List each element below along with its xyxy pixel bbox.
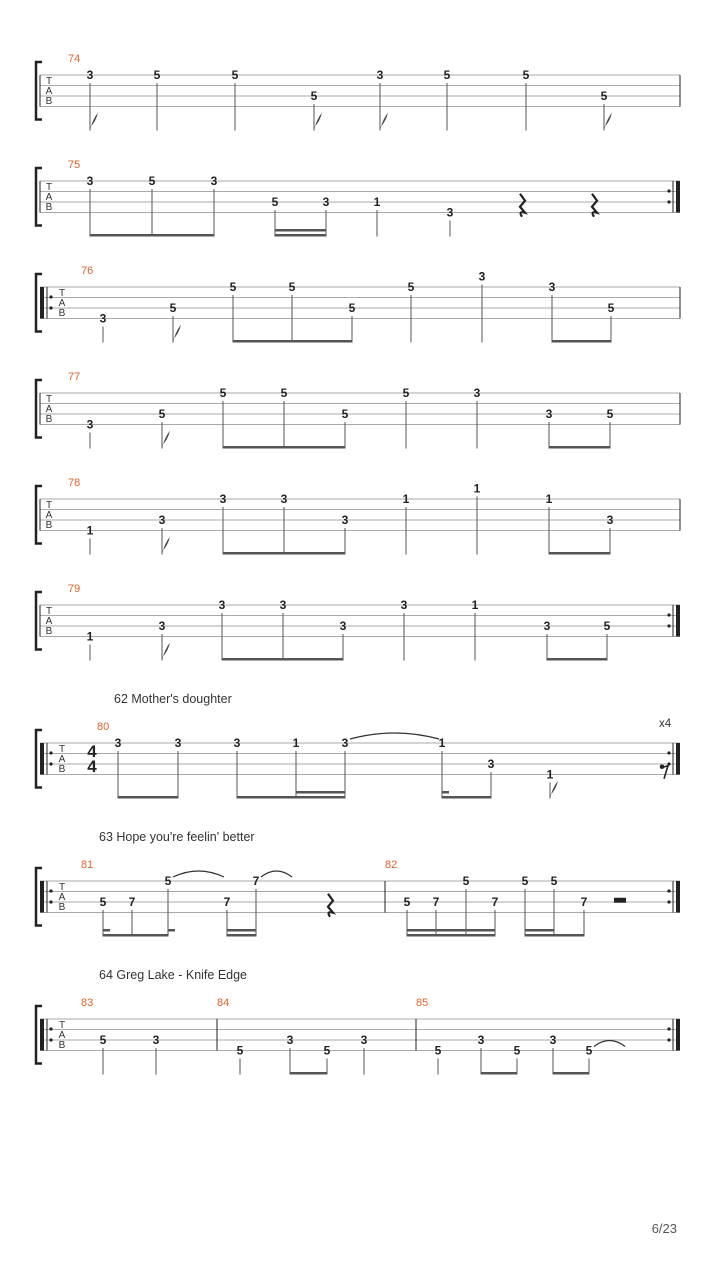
measure-number: 74 xyxy=(68,53,81,65)
fret-number: 3 xyxy=(473,386,481,400)
note-beam xyxy=(549,552,610,555)
start-repeat-bar xyxy=(40,1019,44,1051)
fret-number: 1 xyxy=(471,598,479,612)
fret-number: 3 xyxy=(322,195,330,209)
fret-number: 5 xyxy=(341,407,349,421)
fret-number: 5 xyxy=(403,895,411,909)
note-beam xyxy=(442,796,491,799)
fret-number: 5 xyxy=(164,874,172,888)
quarter-rest xyxy=(592,194,597,217)
note-beam xyxy=(275,229,326,232)
fret-number: 5 xyxy=(153,68,161,82)
system-bracket xyxy=(36,62,42,120)
tab-clef: A xyxy=(45,192,53,203)
note-beam xyxy=(168,929,175,932)
fret-number: 5 xyxy=(522,68,530,82)
note-beam xyxy=(237,796,345,799)
tab-clef: A xyxy=(45,510,53,521)
section-title: 64 Greg Lake - Knife Edge xyxy=(99,968,248,982)
repeat-dot xyxy=(667,613,670,616)
repeat-dot xyxy=(667,751,670,754)
repeat-dot xyxy=(49,1038,52,1041)
fret-number: 3 xyxy=(219,492,227,506)
measure-number: 76 xyxy=(81,265,94,277)
tab-clef: B xyxy=(58,1040,66,1051)
tab-clef: A xyxy=(45,616,53,627)
section-title: 62 Mother's doughter xyxy=(114,692,232,706)
tab-system xyxy=(36,583,680,661)
fret-number: 3 xyxy=(339,619,347,633)
system-bracket xyxy=(36,486,42,544)
tab-clef: T xyxy=(45,76,53,87)
tab-clef: B xyxy=(45,96,53,107)
repeat-dot xyxy=(49,1027,52,1030)
note-beam xyxy=(296,791,345,794)
fret-number: 3 xyxy=(279,598,287,612)
note-beam xyxy=(290,1072,327,1075)
fret-number: 3 xyxy=(548,280,556,294)
tab-system xyxy=(36,265,680,343)
fret-number: 1 xyxy=(438,736,446,750)
fret-number: 3 xyxy=(478,269,486,284)
fret-number: 3 xyxy=(606,513,614,527)
fret-number: 5 xyxy=(288,280,296,294)
page-number: 6/23 xyxy=(651,1221,677,1236)
fret-number: 3 xyxy=(86,174,94,188)
repeat-dot xyxy=(667,1027,670,1030)
end-repeat-bar xyxy=(676,881,680,913)
note-beam xyxy=(481,1072,517,1075)
fret-number: 5 xyxy=(148,174,156,188)
fret-number: 5 xyxy=(462,874,470,888)
start-repeat-bar xyxy=(40,743,44,775)
fret-number: 1 xyxy=(546,767,554,782)
fret-number: 3 xyxy=(218,598,226,612)
tab-clef: A xyxy=(58,754,66,765)
fret-number: 5 xyxy=(99,895,107,909)
note-beam xyxy=(223,446,345,449)
start-repeat-bar xyxy=(40,881,44,913)
fret-number: 5 xyxy=(585,1043,593,1058)
section-title: 63 Hope you're feelin' better xyxy=(99,830,255,844)
fret-number: 1 xyxy=(292,736,300,750)
note-beam xyxy=(227,929,256,932)
time-signature-top: 4 xyxy=(87,742,97,761)
tab-system xyxy=(36,371,680,449)
measure-number: 81 xyxy=(81,859,94,871)
tie-arc xyxy=(173,871,224,877)
fret-number: 3 xyxy=(360,1033,368,1047)
fret-number: 3 xyxy=(280,492,288,506)
tab-clef: B xyxy=(45,520,53,531)
note-flag xyxy=(550,781,558,799)
fret-number: 3 xyxy=(174,736,182,750)
tab-clef: T xyxy=(45,606,53,617)
note-beam xyxy=(223,552,345,555)
fret-number: 1 xyxy=(86,523,94,538)
repeat-dot xyxy=(667,624,670,627)
end-repeat-bar xyxy=(676,743,680,775)
note-beam xyxy=(90,234,214,237)
fret-number: 5 xyxy=(443,68,451,82)
tab-clef: A xyxy=(58,1030,66,1041)
repeat-dot xyxy=(667,189,670,192)
repeat-count: x4 xyxy=(659,718,672,730)
fret-number: 3 xyxy=(543,619,551,633)
fret-number: 3 xyxy=(545,407,553,421)
fret-number: 3 xyxy=(99,311,107,326)
note-beam xyxy=(407,929,495,932)
measure-number: 78 xyxy=(68,477,81,489)
note-beam xyxy=(275,234,326,237)
fret-number: 3 xyxy=(210,174,218,188)
repeat-dot xyxy=(49,295,52,298)
end-repeat-bar xyxy=(676,1019,680,1051)
fret-number: 3 xyxy=(477,1033,485,1047)
tab-clef: T xyxy=(58,288,66,299)
fret-number: 5 xyxy=(99,1033,107,1047)
fret-number: 5 xyxy=(231,68,239,82)
repeat-dot xyxy=(49,762,52,765)
tie-arc xyxy=(261,871,292,877)
measure-number: 83 xyxy=(81,997,94,1009)
tie-arc xyxy=(350,733,439,739)
tab-clef: B xyxy=(58,902,66,913)
fret-number: 1 xyxy=(86,629,94,644)
note-flag xyxy=(162,431,170,449)
time-signature-bottom: 4 xyxy=(87,757,97,776)
tab-clef: B xyxy=(58,308,66,319)
tab-system xyxy=(36,477,680,555)
fret-number: 3 xyxy=(233,736,241,750)
note-flag xyxy=(90,113,98,131)
fret-number: 5 xyxy=(603,619,611,633)
measure-number: 82 xyxy=(385,859,398,871)
tab-clef: T xyxy=(45,500,53,511)
fret-number: 5 xyxy=(402,386,410,400)
fret-number: 3 xyxy=(549,1033,557,1047)
fret-number: 3 xyxy=(114,736,122,750)
fret-number: 5 xyxy=(169,301,177,315)
tab-clef: T xyxy=(58,882,66,893)
tab-clef: T xyxy=(45,182,53,193)
fret-number: 5 xyxy=(271,195,279,209)
tab-system xyxy=(36,159,680,237)
tab-clef: B xyxy=(58,764,66,775)
fret-number: 3 xyxy=(86,68,94,82)
fret-number: 5 xyxy=(348,301,356,315)
measure-number: 84 xyxy=(217,997,230,1009)
fret-number: 3 xyxy=(400,598,408,612)
tab-clef: B xyxy=(45,414,53,425)
tab-clef: B xyxy=(45,202,53,213)
system-bracket xyxy=(36,592,42,650)
note-flag xyxy=(604,113,612,131)
fret-number: 3 xyxy=(286,1033,294,1047)
note-beam xyxy=(552,340,611,343)
tab-system xyxy=(36,830,680,937)
half-rest xyxy=(614,898,626,903)
fret-number: 5 xyxy=(323,1043,331,1058)
note-flag xyxy=(314,113,322,131)
quarter-rest xyxy=(520,194,525,217)
repeat-dot xyxy=(49,751,52,754)
fret-number: 5 xyxy=(280,386,288,400)
fret-number: 7 xyxy=(223,895,231,909)
fret-number: 7 xyxy=(491,895,499,909)
repeat-dot xyxy=(49,900,52,903)
note-beam xyxy=(222,658,343,661)
measure-number: 77 xyxy=(68,371,81,383)
note-beam xyxy=(549,446,610,449)
fret-number: 5 xyxy=(158,407,166,421)
tab-clef: B xyxy=(45,626,53,637)
fret-number: 3 xyxy=(341,513,349,527)
note-beam xyxy=(103,929,110,932)
note-beam xyxy=(233,340,352,343)
repeat-dot xyxy=(49,306,52,309)
note-beam xyxy=(407,934,495,937)
fret-number: 5 xyxy=(219,386,227,400)
note-beam xyxy=(525,929,554,932)
repeat-dot xyxy=(667,889,670,892)
tab-clef: T xyxy=(58,1020,66,1031)
fret-number: 3 xyxy=(341,736,349,750)
fret-number: 3 xyxy=(158,513,166,527)
note-beam xyxy=(118,796,178,799)
fret-number: 3 xyxy=(446,205,454,220)
measure-number: 80 xyxy=(97,721,110,733)
note-flag xyxy=(162,537,170,555)
fret-number: 7 xyxy=(252,874,260,888)
measure-number: 85 xyxy=(416,997,429,1009)
measure-number: 75 xyxy=(68,159,81,171)
end-repeat-bar xyxy=(676,181,680,213)
eighth-rest-stem xyxy=(661,766,668,779)
note-beam xyxy=(547,658,607,661)
fret-number: 3 xyxy=(376,68,384,82)
tab-system xyxy=(36,968,680,1075)
tab-system xyxy=(36,53,680,131)
tab-clef: A xyxy=(58,298,66,309)
fret-number: 3 xyxy=(86,417,94,432)
tab-clef: A xyxy=(45,404,53,415)
fret-number: 3 xyxy=(152,1033,160,1047)
note-beam xyxy=(525,934,584,937)
fret-number: 1 xyxy=(473,481,481,496)
note-beam xyxy=(442,791,449,794)
fret-number: 3 xyxy=(158,619,166,633)
fret-number: 5 xyxy=(310,89,318,103)
fret-number: 3 xyxy=(487,757,495,771)
fret-number: 5 xyxy=(434,1043,442,1058)
note-flag xyxy=(173,325,181,343)
fret-number: 5 xyxy=(600,89,608,103)
fret-number: 5 xyxy=(607,301,615,315)
start-repeat-bar xyxy=(40,287,44,319)
tab-clef: A xyxy=(45,86,53,97)
fret-number: 1 xyxy=(373,195,381,209)
fret-number: 7 xyxy=(580,895,588,909)
repeat-dot xyxy=(49,889,52,892)
fret-number: 1 xyxy=(545,492,553,506)
fret-number: 7 xyxy=(128,895,136,909)
fret-number: 5 xyxy=(236,1043,244,1058)
note-beam xyxy=(103,934,168,937)
quarter-rest xyxy=(328,894,333,917)
fret-number: 5 xyxy=(513,1043,521,1058)
fret-number: 5 xyxy=(521,874,529,888)
fret-number: 5 xyxy=(229,280,237,294)
end-repeat-bar xyxy=(676,605,680,637)
repeat-dot xyxy=(667,900,670,903)
system-bracket xyxy=(36,380,42,438)
tab-clef: T xyxy=(45,394,53,405)
tab-clef: A xyxy=(58,892,66,903)
fret-number: 7 xyxy=(432,895,440,909)
note-flag xyxy=(162,643,170,661)
measure-number: 79 xyxy=(68,583,81,595)
system-bracket xyxy=(36,168,42,226)
tab-clef: T xyxy=(58,744,66,755)
fret-number: 1 xyxy=(402,492,410,506)
note-beam xyxy=(227,934,256,937)
repeat-dot xyxy=(667,200,670,203)
fret-number: 5 xyxy=(606,407,614,421)
fret-number: 5 xyxy=(407,280,415,294)
tab-system xyxy=(36,692,680,799)
tie-arc xyxy=(594,1041,625,1047)
note-flag xyxy=(380,113,388,131)
note-beam xyxy=(553,1072,589,1075)
repeat-dot xyxy=(667,1038,670,1041)
fret-number: 5 xyxy=(550,874,558,888)
